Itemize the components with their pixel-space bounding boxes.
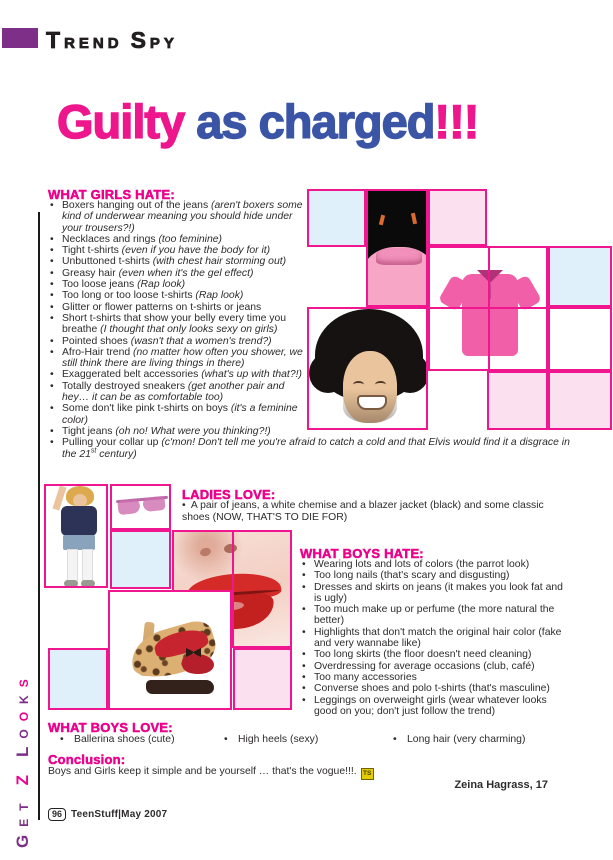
grid-line (488, 248, 490, 369)
left-rule (38, 212, 40, 820)
sunglasses-lens (142, 496, 165, 512)
navy-tshirt (61, 506, 97, 536)
sneaker (81, 580, 95, 587)
section-header-text: T (46, 27, 65, 53)
afro-man-photo (307, 307, 428, 430)
shirt-collar (376, 248, 422, 265)
grid-line (232, 532, 234, 646)
denim-skirt (63, 535, 95, 550)
back-of-head-photo (366, 189, 428, 307)
collage-cell-blue (307, 189, 366, 247)
purple-accent-block (2, 28, 38, 48)
nostril (199, 547, 212, 558)
list-item: • Highlights that don't match the original hair color (fake and very wannabe like) (300, 627, 568, 650)
boys-love-item: • Ballerina shoes (cute) (60, 734, 175, 745)
list-item: • Too long or too loose t-shirts (Rap look) (48, 290, 310, 301)
list-item: • Pointed shoes (wasn't that a women's trend?) (48, 336, 310, 347)
list-item: • Too loose jeans (Rap look) (48, 279, 310, 290)
page-title (57, 94, 478, 149)
list-item: • Short t-shirts that show your belly every time you breathe (I thought that only looks sexy on girls) (48, 313, 310, 336)
white-legging (67, 549, 78, 583)
boys-love-item: • High heels (sexy) (224, 734, 318, 745)
sunglasses-photo (110, 484, 171, 530)
section-header: TREND SPY (46, 27, 178, 53)
list-item: • Glitter or flower patterns on t-shirts or jeans (48, 302, 310, 313)
list-item: • Leggings on overweight girls (wear whatever looks good on you; don't just follow the trend) (300, 695, 568, 718)
collage-cell-pink (487, 371, 548, 430)
white-legging (82, 549, 93, 583)
leopard-heel-photo (108, 590, 232, 710)
superscript: st (90, 447, 97, 455)
list-item: • Too many accessories (300, 672, 568, 683)
list-item: • Overdressing for average occasions (club, café) (300, 661, 568, 672)
boys-love-item: • Long hair (very charming) (393, 734, 525, 745)
woman-outfit-photo (44, 484, 108, 588)
list-item: • Exaggerated belt accessories (what's up with that?!) (48, 369, 310, 380)
collage-cell-blue (548, 246, 612, 307)
list-item: • Too long skirts (the floor doesn't need cleaning) (300, 649, 568, 660)
sneaker (64, 580, 78, 587)
list-item: • Greasy hair (even when it's the gel effect) (48, 268, 310, 279)
list-item: • Dresses and skirts on jeans (it makes you look fat and is ugly) (300, 582, 568, 605)
page-footer (48, 808, 167, 821)
list-item: • Necklaces and rings (too feminine) (48, 234, 310, 245)
nostril (223, 543, 237, 554)
sunglasses-lens (117, 499, 140, 515)
boys-hate-heading: WHAT BOYS HATE: (300, 546, 424, 561)
collage-cell-white (548, 307, 612, 371)
list-item: • Afro-Hair trend (no matter how often you shower, we still think there are living things in there) (48, 347, 310, 370)
ladies-love-heading: LADIES LOVE: (182, 487, 276, 502)
title-blue-part: as charged (184, 95, 435, 148)
list-item: • Pulling your collar up (c'mon! Don't tell me you're afraid to catch a cold and that Elvis would find it a disgrace in the 21st century) (48, 437, 574, 460)
list-item: • Wearing lots and lots of colors (the parrot look) (300, 559, 568, 570)
list-item: • Too long nails (that's scary and disgusting) (300, 570, 568, 581)
page-number: 96 (48, 808, 66, 821)
boys-love-heading: WHAT BOYS LOVE: (48, 720, 173, 735)
list-item: • Some don't like pink t-shirts on boys (it's a feminine color) (48, 403, 310, 426)
magazine-issue: TeenStuff|May 2007 (71, 809, 168, 820)
smile (357, 395, 387, 410)
collage-cell-pink (233, 648, 292, 710)
collage-cell-pink (548, 371, 612, 430)
collage-cell-blue (110, 530, 171, 589)
peep-toe (182, 654, 214, 674)
title-exclamation: !!! (434, 95, 479, 148)
list-item: • Unbuttoned t-shirts (with chest hair storming out) (48, 256, 310, 267)
platform-sole (146, 680, 214, 694)
girls-hate-list (48, 200, 570, 460)
list-item: • Tight t-shirts (even if you have the body for it) (48, 245, 310, 256)
eye (375, 381, 386, 388)
teenstuff-logo-icon: TS (361, 768, 374, 780)
list-item: • Converse shoes and polo t-shirts (that's masculine) (300, 683, 568, 694)
eye (353, 381, 364, 388)
conclusion-text: Boys and Girls keep it simple and be yourself … that's the vogue!!!. TS (48, 766, 478, 780)
list-item: • Totally destroyed sneakers (get another pair and hey… it can be as comfortable too) (48, 381, 310, 404)
sidebar-vertical-text: GETZLOOKS (13, 671, 32, 848)
glasses-arm (379, 215, 385, 226)
list-item: • Boxers hanging out of the jeans (aren't boxers some kind of underwear meaning you should hide under your trousers?!) (48, 200, 310, 234)
conclusion-heading: Conclusion: (48, 752, 126, 767)
pink-polo-photo (428, 246, 548, 371)
byline: Zeina Hagrass, 17 (454, 779, 548, 791)
boys-hate-list (300, 559, 568, 717)
ladies-love-text: • A pair of jeans, a white chemise and a blazer jacket (black) and some classic shoes (NOW, THAT'S TO DIE FOR) (182, 500, 564, 524)
girls-hate-heading: WHAT GIRLS HATE: (48, 187, 175, 202)
title-pink-part: Guilty (57, 95, 185, 148)
list-item: • Too much make up or perfume (the more natural the better) (300, 604, 568, 627)
glasses-arm (411, 213, 417, 225)
list-item: • Tight jeans (oh no! What were you thinking?!) (48, 426, 310, 437)
collage-cell-blue (48, 648, 108, 710)
collage-cell-pink (428, 189, 487, 246)
